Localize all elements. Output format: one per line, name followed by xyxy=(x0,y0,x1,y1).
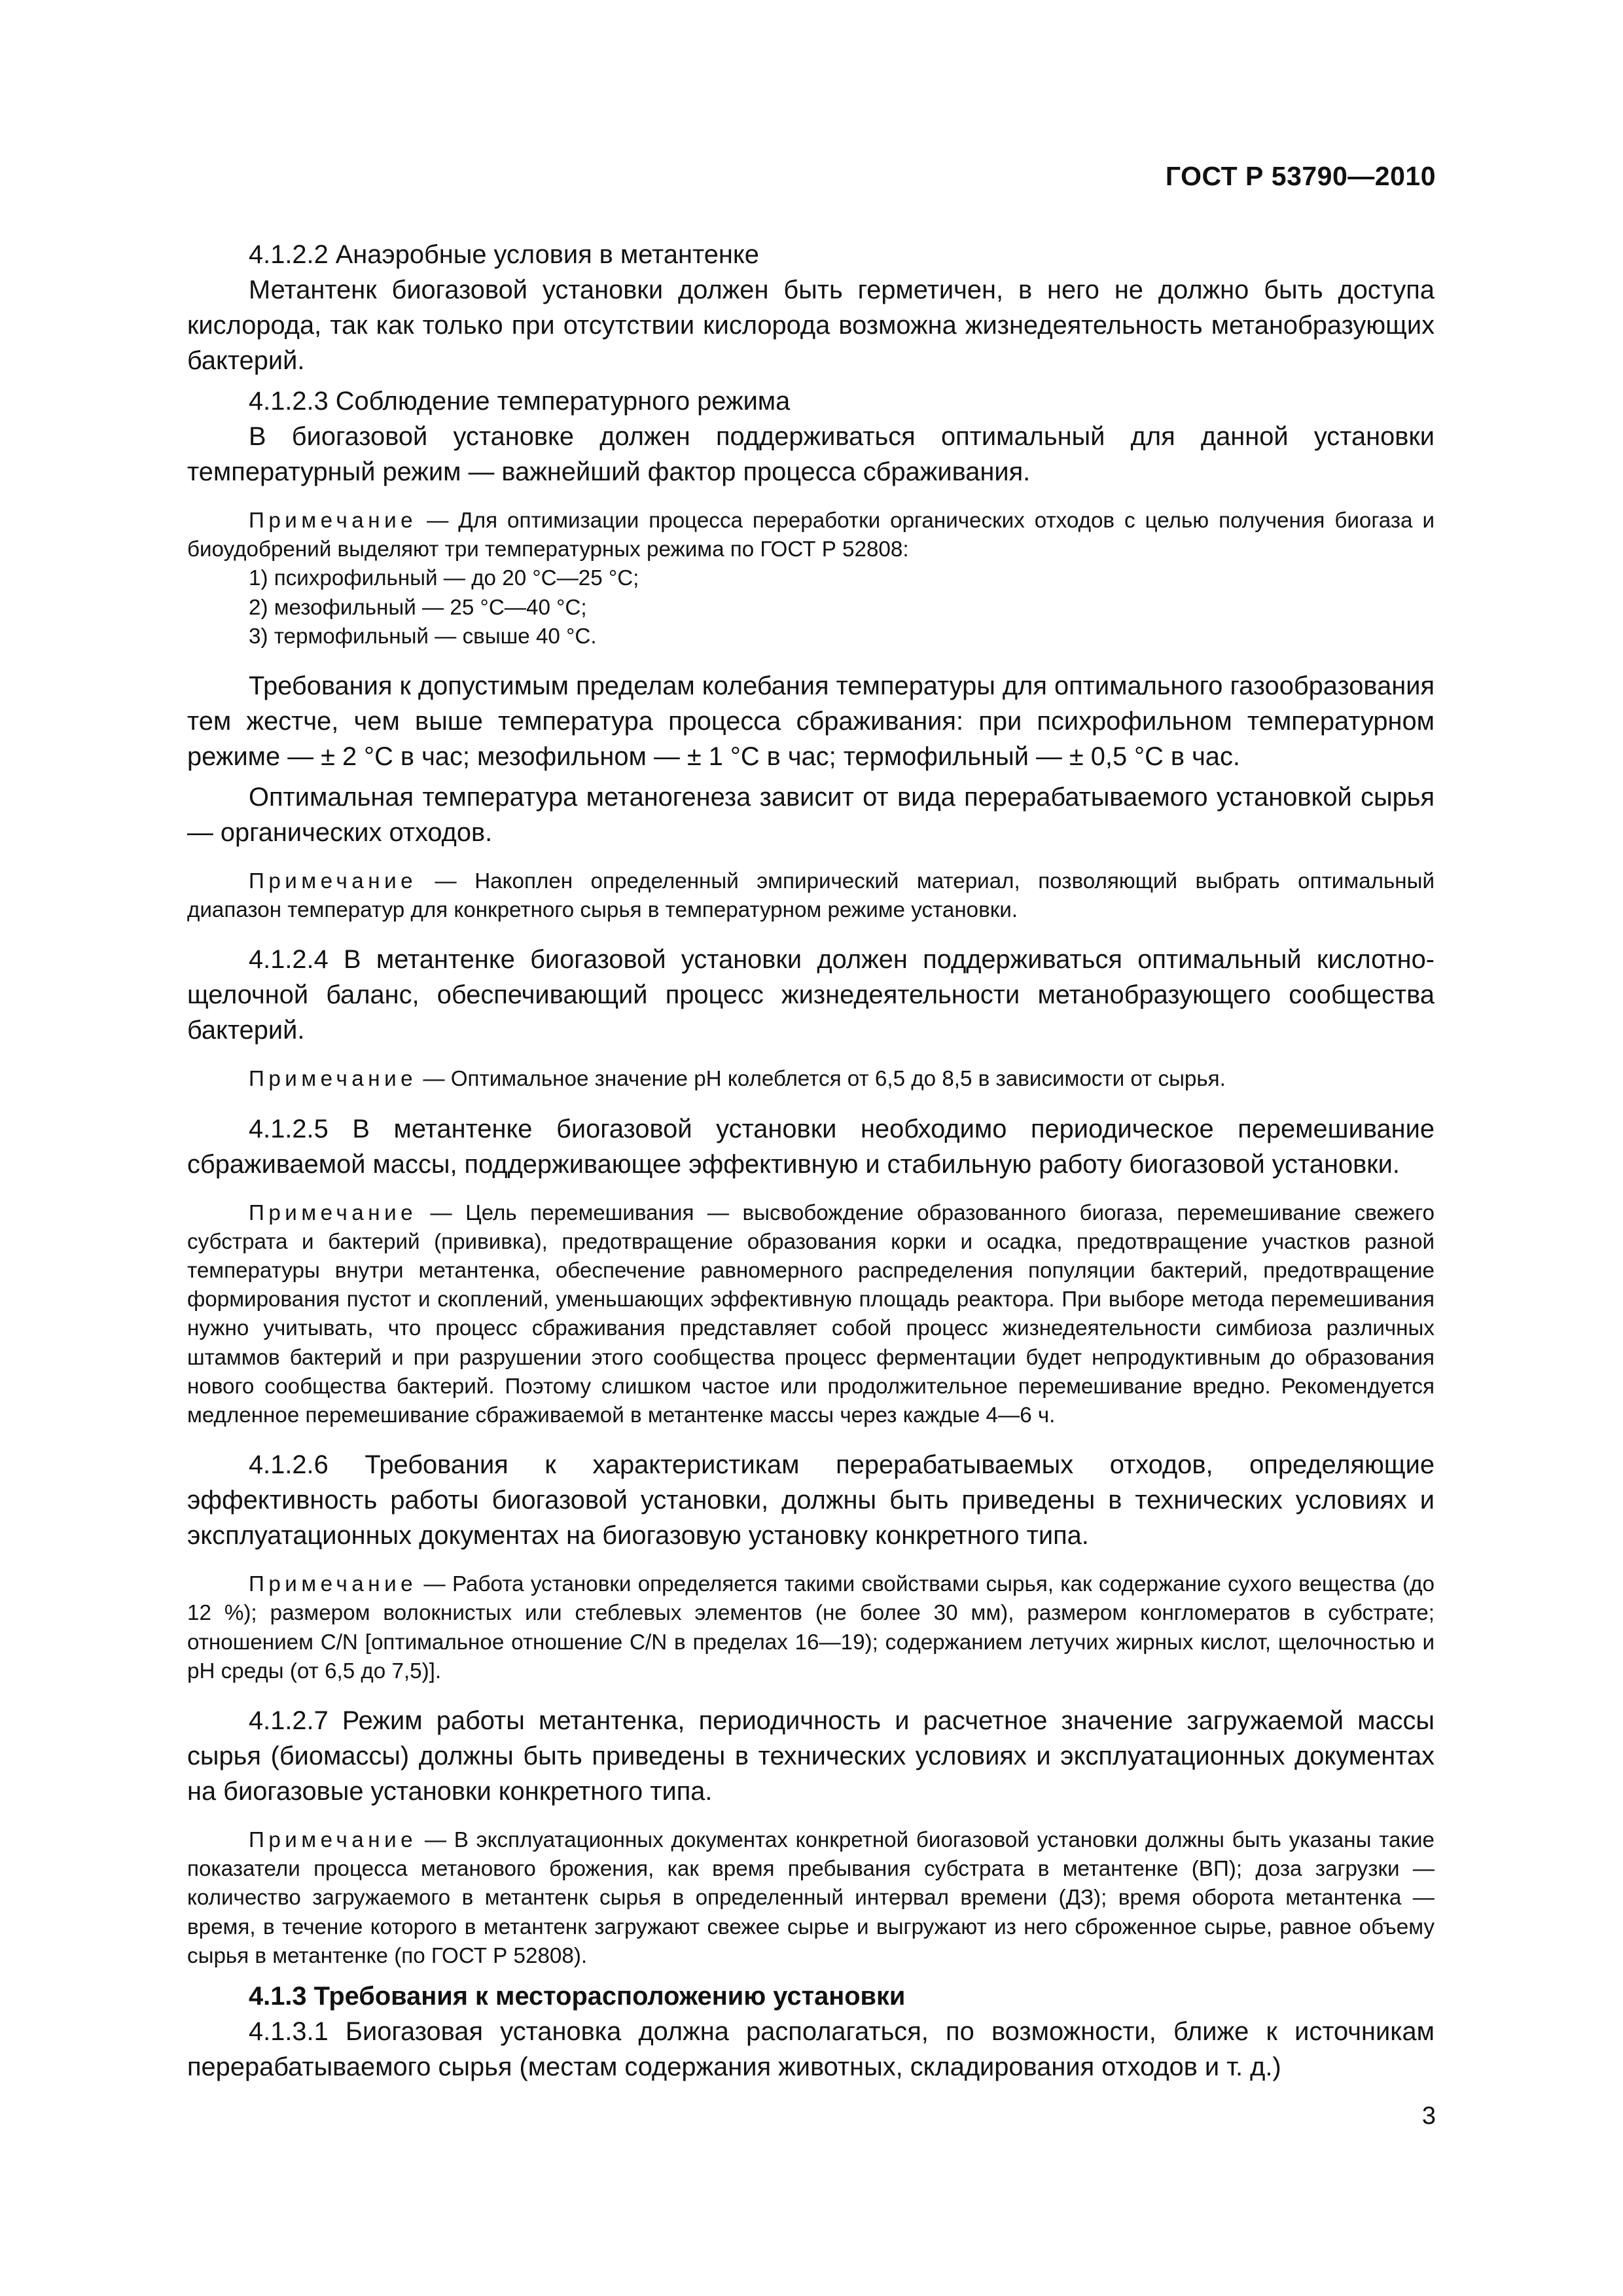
list-item: 2) мезофильный — 25 °С—40 °С; xyxy=(249,595,587,620)
list-item: 3) термофильный — свыше 40 °С. xyxy=(249,624,597,649)
clause-4-1-2-3-title: 4.1.2.3 Соблюдение температурного режима xyxy=(249,387,791,416)
clause-4-1-3-1-text: 4.1.3.1 Биогазовая установка должна располагаться, по возможности, ближе к источникам перерабатываемого сырья (местам содержания животных, складирования отходов и т. д.) xyxy=(187,2017,1435,2082)
note-dash: — xyxy=(417,1828,454,1853)
clause-4-1-2-2-text: Метантенк биогазовой установки должен быть герметичен, в него не должно быть доступа кислорода, так как только при отсутствии кислорода возможна жизнедеятельность метанобразующих бактерий. xyxy=(187,276,1435,375)
note-operational-docs xyxy=(187,1826,1435,1971)
optimal-temperature-text: Оптимальная температура метаногенеза зависит от вида перерабатываемого установкой сырья — органических отходов. xyxy=(187,783,1435,848)
note-dash: — xyxy=(417,1572,452,1597)
note-dash: — xyxy=(417,509,459,533)
note-dash: — xyxy=(417,1067,451,1092)
note-temperature-modes xyxy=(187,507,1435,564)
document-body xyxy=(187,237,1435,2085)
note-label: Примечание xyxy=(249,509,418,533)
note-empirical xyxy=(187,867,1435,925)
clause-4-1-2-2-title: 4.1.2.2 Анаэробные условия в метантенке xyxy=(249,240,759,269)
clause-4-1-2-4-text: 4.1.2.4 В метантенке биогазовой установки должен поддерживаться оптимальный кислотно-щелочной баланс, обеспечивающий процесс жизнедеятельности метанобразующего сообщества бактерий. xyxy=(187,945,1435,1045)
clause-4-1-2-3-text: В биогазовой установке должен поддерживаться оптимальный для данной установки температурный режим — важнейший фактор процесса сбраживания. xyxy=(187,422,1435,486)
clause-4-1-2-7-text: 4.1.2.7 Режим работы метантенка, периодичность и расчетное значение загружаемой массы сырья (биомассы) должны быть приведены в технических условиях и эксплуатационных документах на биогазовые установки конкретного типа. xyxy=(187,1706,1435,1806)
page-number: 3 xyxy=(1421,2102,1436,2130)
clause-4-1-2-6-text: 4.1.2.6 Требования к характеристикам перерабатываемых отходов, определяющие эффективность работы биогазовой установки, должны быть приведены в технических условиях и эксплуатационных документах на биогазовую установку конкретного типа. xyxy=(187,1450,1435,1551)
clause-4-1-2-5-text: 4.1.2.5 В метантенке биогазовой установки необходимо периодическое перемешивание сбраживаемой массы, поддерживающее эффективную и стабильную работу биогазовой установки. xyxy=(187,1114,1435,1179)
standard-code: ГОСТ Р 53790—2010 xyxy=(1165,161,1436,191)
note-dash: — xyxy=(417,1200,466,1225)
note-text: Для оптимизации процесса переработки органических отходов с целью получения биогаза и биоудобрений выделяют три температурных режима по ГОСТ Р 52808: xyxy=(187,509,1435,562)
note-text: Цель перемешивания — высвобождение образованного биогаза, перемешивание свежего субстрата и бактерий (прививка), предотвращение образования корки и осадка, предотвращение участков разной температуры внутри метантенка, обеспечение равномерного распределения популяции бактерий, предотвращение формирования пустот и скоплений, уменьшающих эффективную площадь реактора. При выборе метода перемешивания нужно учитывать, что процесс сбраживания представляет собой процесс жизнедеятельности симбиоза различных штаммов бактерий и при разрушении этого сообщества процесс ферментации будет непродуктивным до образования нового сообщества бактерий. Поэтому слишком частое или продолжительное перемешивание вредно. Рекомендуется медленное перемешивание сбраживаемой в метантенке массы через каждые 4—6 ч. xyxy=(187,1200,1435,1428)
note-label: Примечание xyxy=(249,1200,418,1225)
list-item: 1) психрофильный — до 20 °С—25 °С; xyxy=(249,566,639,591)
note-label: Примечание xyxy=(249,1828,418,1853)
note-dash: — xyxy=(417,869,475,894)
note-label: Примечание xyxy=(249,869,418,894)
note-text: Оптимальное значение рН колеблется от 6,5 до 8,5 в зависимости от сырья. xyxy=(450,1067,1226,1092)
note-mixing xyxy=(187,1199,1435,1431)
note-label: Примечание xyxy=(249,1067,418,1092)
temperature-tolerance-text: Требования к допустимым пределам колебания температуры для оптимального газообразования тем жестче, чем выше температура процесса сбраживания: при психрофильном температурном режиме — ± 2 °С в час; мезофильном — ± 1 °С в час; термофильный — ± 0,5 °С в час. xyxy=(187,672,1435,772)
note-label: Примечание xyxy=(249,1572,418,1597)
note-text: В эксплуатационных документах конкретной биогазовой установки должны быть указаны такие показатели процесса метанового брожения, как время пребывания субстрата в метантенке (ВП); доза загрузки — количество загружаемого в метантенк сырья в определенный интервал времени (ДЗ); время оборота метантенка — время, в течение которого в метантенк загружают свежее сырье и выгружают из него сброженное сырье, равное объему сырья в метантенке (по ГОСТ Р 52808). xyxy=(187,1828,1435,1968)
note-text: Работа установки определяется такими свойствами сырья, как содержание сухого вещества (до 12 %); размером волокнистых или стеблевых элементов (не более 30 мм), размером конгломератов в субстрате; отношением C/N [оптимальное отношение C/N в пределах 16—19); содержанием летучих жирных кислот, щелочностью и рН среды (от 6,5 до 7,5)]. xyxy=(187,1572,1435,1683)
note-text: Накоплен определенный эмпирический материал, позволяющий выбрать оптимальный диапазон температур для конкретного сырья в температурном режиме установки. xyxy=(187,869,1435,923)
section-heading-4-1-3: 4.1.3 Требования к месторасположению установки xyxy=(249,1982,906,2011)
note-raw-material xyxy=(187,1570,1435,1686)
note-ph xyxy=(187,1065,1435,1094)
